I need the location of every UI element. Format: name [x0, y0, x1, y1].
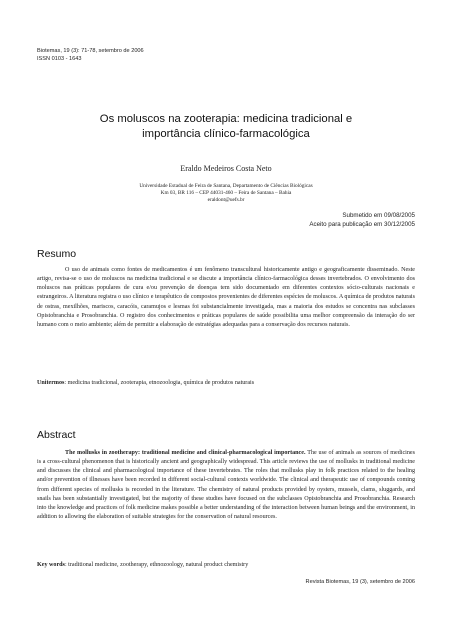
resumo-keywords: [37, 379, 415, 387]
title-line-2: importância clínico-farmacológica: [142, 128, 310, 140]
abstract-keywords: [37, 561, 415, 569]
abstract-body: The use of animals as sources of medicines is a cross-cultural phenomenon that is historically ancient and geographically widespread. This article reviews the use of mollusks in traditional medicine and discusses the clinical and pharmacological importance of these invertebrates. The roles that mollusks play in folk practices related to the healing and/or prevention of illnesses have been recorded in different social-cultural contexts worldwide. The clinical and therapeutic use of compounds coming from different species of mollusks is recorded in the literature. The chemistry of natural products provided by oysters, mussels, clams, sluggards, and snails has been substantially investigated, but the majority of these studies have focused on the subclasses Opistobranchia and Prosobranchia. Research into the knowledge and practices of folk medicine makes possible a better understanding of the interaction between human beings and the environment, in addition to allowing the elaboration of suitable strategies for the conservation of natural resources.: [37, 450, 415, 521]
article-title: [40, 112, 412, 142]
affiliation-line-1: Universidade Estadual de Feira de Santana, Departamento de Ciências Biológicas: [139, 183, 313, 189]
keywords-pt: : medicina tradicional, zooterapia, etnozoologia, química de produtos naturais: [64, 380, 255, 386]
submitted-date: Submetido em 09/08/2005: [342, 212, 415, 219]
author-name: Eraldo Medeiros Costa Neto: [180, 164, 272, 173]
abstract-title: The mollusks in zootherapy: traditional medicine and clinical-pharmacological importance.: [65, 450, 306, 456]
submission-dates: [309, 212, 415, 229]
journal-issn: ISSN 0103 - 1643: [37, 55, 82, 62]
keywords-label-pt: Unitermos: [37, 380, 65, 386]
affiliation-line-2: Km 03, BR 116 – CEP 44031-460 – Feira de Santana – Bahia: [160, 190, 292, 196]
title-line-1: Os moluscos na zooterapia: medicina tradicional e: [99, 113, 353, 125]
author-email: eraldont@uefs.br: [207, 197, 245, 203]
affiliation: [40, 183, 412, 204]
accepted-date: Aceito para publicação em 30/12/2005: [309, 220, 415, 228]
journal-citation: Biotemas, 19 (3): 71-78, setembro de 2006: [37, 48, 144, 54]
page-footer: Revista Biotemas, 19 (3), setembro de 2006: [305, 579, 415, 585]
resumo-text: O uso de animais como fontes de medicamentos é um fenômeno transcultural historicamente antigo e geograficamente disseminado. Neste artigo, revisa-se o uso de moluscos na medicina tradicional e se discute a importância clínico-farmacológica desses invertebrados. O envolvimento dos moluscos nas práticas populares de cura e/ou prevenção de doenças tem sido documentado em diferentes contextos sócio-culturais nacionais e estrangeiros. A literatura registra o uso clínico e terapêutico de compostos provenientes de diferentes espécies de moluscos. A química de produtos naturais de ostras, mexilhões, mariscos, caracóis, caramujos e lesmas foi substancialmente investigada, mas a maioria dos estudos se concentra nas subclasses Opistobranchia e Prosobranchia. O registro dos conhecimentos e práticas populares de saúde possibilita uma melhor compreensão da interação do ser humano com o meio ambiente; além de permitir a elaboração de estratégias adequadas para a conservação dos recursos naturais.: [37, 267, 415, 328]
resumo-heading: Resumo: [37, 248, 77, 260]
abstract-text: [37, 449, 415, 522]
abstract-heading: Abstract: [37, 429, 76, 441]
keywords-en: : traditional medicine, zootherapy, ethnozoology, natural product chemistry: [64, 562, 249, 568]
keywords-label-en: Key words: [37, 562, 65, 568]
journal-header: [37, 48, 144, 63]
